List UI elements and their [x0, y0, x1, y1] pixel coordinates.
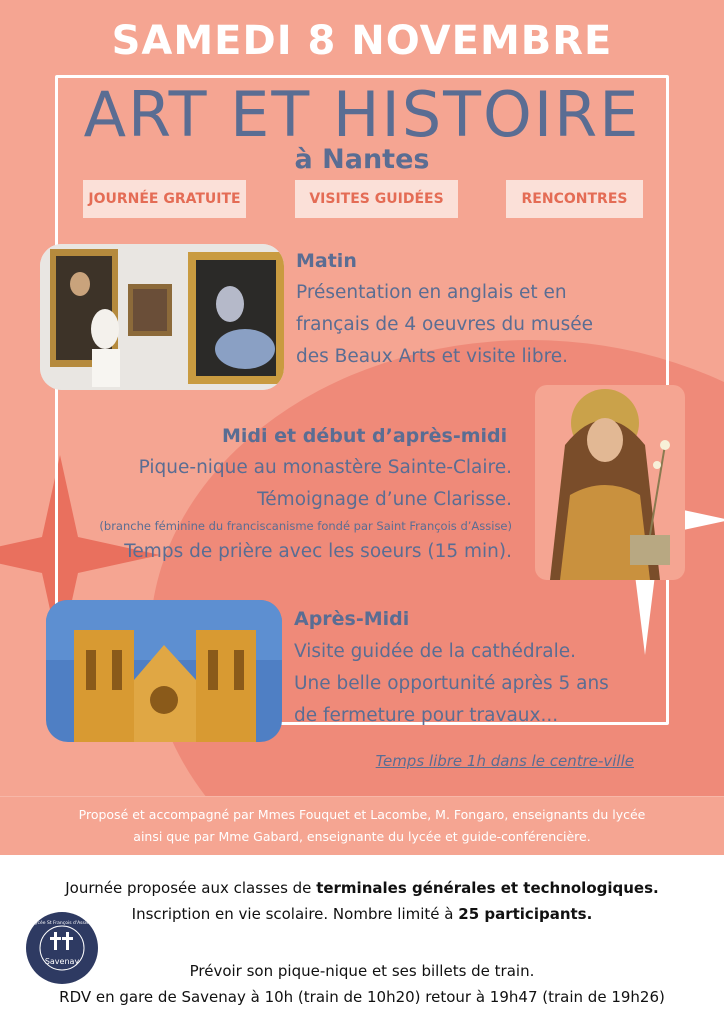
midday-line-2: Témoignage d’une Clarisse.	[257, 489, 512, 510]
info-line-1	[0, 875, 724, 901]
info-line-4: RDV en gare de Savenay à 10h (train de 10h20) retour à 19h47 (train de 19h26)	[59, 988, 665, 1006]
info-line-2	[0, 901, 724, 927]
morning-line-3: des Beaux Arts et visite libre.	[296, 346, 569, 367]
event-date: SAMEDI 8 NOVEMBRE	[111, 18, 613, 64]
info-line-1-text: Journée proposée aux classes de	[65, 879, 317, 897]
midday-line-3: Temps de prière avec les soeurs (15 min).	[124, 541, 512, 562]
info-line-2-text: Inscription en vie scolaire. Nombre limité à	[131, 905, 459, 923]
poster-title: ART ET HISTOIRE	[83, 78, 641, 151]
museum-photo	[40, 244, 284, 390]
badge-meetings: RENCONTRES	[506, 180, 643, 218]
midday-line-1: Pique-nique au monastère Sainte-Claire.	[138, 457, 512, 478]
poster-subtitle: à Nantes	[294, 144, 430, 175]
free-time-note: Temps libre 1h dans le centre-ville	[375, 752, 634, 770]
badge-guided-visits: VISITES GUIDÉES	[295, 180, 458, 218]
morning-description	[296, 277, 593, 373]
afternoon-line-3: de fermeture pour travaux...	[294, 705, 559, 726]
morning-line-2: français de 4 oeuvres du musée	[296, 314, 593, 335]
cathedral-photo	[46, 600, 282, 742]
afternoon-line-1: Visite guidée de la cathédrale.	[294, 641, 576, 662]
credits-block	[0, 796, 724, 855]
midday-heading: Midi et début d’après-midi	[222, 425, 508, 447]
midday-description	[0, 452, 512, 568]
afternoon-line-2: Une belle opportunité après 5 ans	[294, 673, 609, 694]
logo-top-text: Lycée St François d'Assise	[32, 921, 92, 926]
credits-line-2: ainsi que par Mme Gabard, enseignante du lycée et guide-conférencière.	[133, 829, 591, 844]
afternoon-heading: Après-Midi	[294, 608, 410, 630]
info-line-3: Prévoir son pique-nique et ses billets de train.	[189, 962, 535, 980]
practical-info	[0, 958, 724, 1010]
badge-free-day: JOURNÉE GRATUITE	[83, 180, 246, 218]
saint-clare-painting	[535, 385, 685, 580]
info-line-2-bold: 25 participants.	[458, 905, 593, 923]
logo-town: Savenay	[44, 957, 80, 966]
info-block	[0, 875, 724, 927]
credits-line-1: Proposé et accompagné par Mmes Fouquet et Lacombe, M. Fongaro, enseignants du lycée	[78, 807, 646, 822]
info-line-1-bold: terminales générales et technologiques.	[316, 879, 659, 897]
morning-line-1: Présentation en anglais et en	[296, 282, 567, 303]
morning-heading: Matin	[296, 250, 357, 272]
afternoon-description	[294, 636, 609, 732]
midday-note: (branche féminine du franciscanisme fondé par Saint François d’Assise)	[99, 519, 512, 533]
